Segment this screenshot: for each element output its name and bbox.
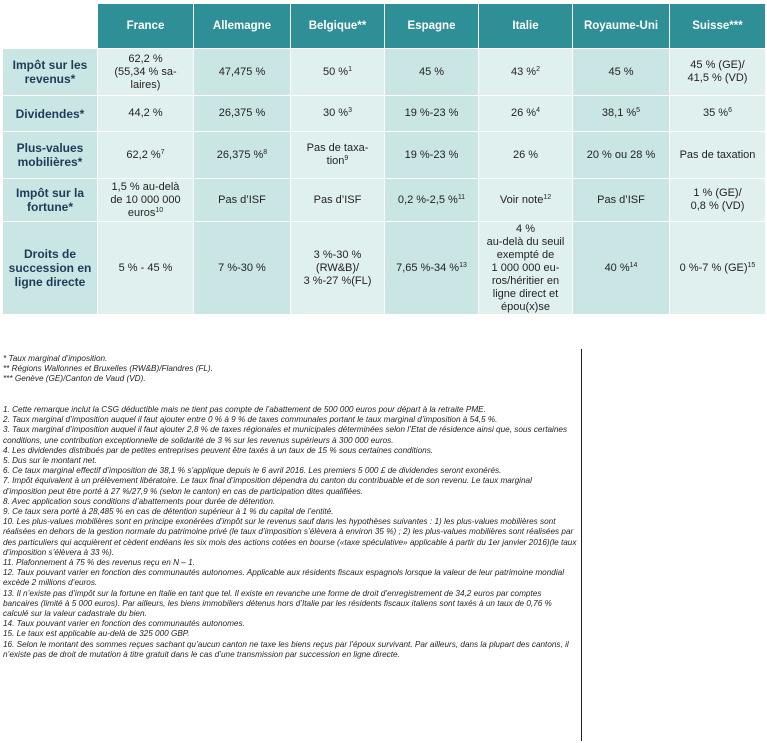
table-cell bbox=[479, 96, 573, 132]
cell-text: 5 % - 45 % bbox=[118, 261, 173, 274]
cell-text: laires) bbox=[130, 78, 161, 91]
footnote: 10. Les plus-values mobilières sont en principe exonérées d’impôt sur le revenus sauf dans les hypothèses suivantes : 1) les plus-values mobilières sont réalisées en dehors de la gestion normale du patrimoine privé (le taux d’imposition s’élèvera à environ 35 %) ; 2) les plus-values mobilières sont réalisées par des particuliers qui acquièrent et cèdent endéans les six mois des actions cotées en bourse («taxe spéculative» applicable à partir du 1er janvier 2016)(le taux d’imposition s’élèvera à 33 %). bbox=[3, 517, 577, 557]
cell-line bbox=[481, 149, 570, 162]
cell-line bbox=[196, 66, 288, 79]
tax-comparison-table bbox=[2, 3, 766, 315]
cell-line bbox=[672, 72, 763, 85]
table-cell bbox=[670, 96, 766, 132]
cell-text: épou(x)se bbox=[501, 300, 550, 313]
cell-line bbox=[672, 149, 763, 162]
row-label: Dividendes* bbox=[3, 96, 98, 132]
cell-text: Voir note bbox=[499, 193, 544, 206]
table-cell bbox=[479, 179, 573, 222]
table-cell bbox=[98, 132, 194, 179]
cell-line bbox=[293, 194, 382, 207]
footnote: 12. Taux pouvant varier en fonction des communautés autonomes. Applicable aux résidents fiscaux espagnols lorsque la valeur de leur patrimoine mondial excède 2 millions d’euros. bbox=[3, 568, 565, 588]
cell-line bbox=[481, 301, 570, 314]
footnote-ref: 8 bbox=[263, 148, 268, 156]
cell-line bbox=[481, 288, 570, 301]
cell-text: 3 %-27 %(FL) bbox=[303, 274, 372, 287]
table-cell bbox=[98, 49, 194, 96]
cell-line bbox=[481, 275, 570, 288]
cell-text: euros bbox=[127, 206, 156, 219]
legend-note: *** Genève (GE)/Canton de Vaud (VD). bbox=[3, 374, 146, 384]
footnote-ref: 6 bbox=[728, 107, 732, 114]
cell-line bbox=[481, 194, 570, 207]
table-cell bbox=[670, 179, 766, 222]
legend-note: * Taux marginal d’imposition. bbox=[3, 354, 108, 363]
table-cell bbox=[385, 132, 479, 179]
table-cell bbox=[98, 96, 194, 132]
cell-line bbox=[293, 155, 382, 168]
cell-text: 19 %-23 % bbox=[404, 148, 459, 161]
cell-line bbox=[481, 107, 570, 120]
footnote-ref: 10 bbox=[155, 206, 164, 214]
cell-text: 19 %-23 % bbox=[404, 107, 459, 119]
cell-text: 62,2 % bbox=[128, 52, 163, 65]
table-cell bbox=[194, 96, 291, 132]
vertical-divider bbox=[581, 349, 582, 741]
cell-line bbox=[672, 262, 763, 275]
cell-line bbox=[387, 149, 476, 162]
footnote: 4. Les dividendes distribués par de petites entreprises peuvent être taxés à un taux de 15 % sous certaines conditions. bbox=[3, 445, 434, 455]
cell-text: 43 % bbox=[511, 65, 537, 78]
table-cell bbox=[98, 222, 194, 315]
cell-text: 7 %-30 % bbox=[218, 261, 266, 274]
table-row bbox=[3, 222, 766, 315]
table-cell bbox=[291, 96, 385, 132]
cell-line bbox=[387, 66, 476, 79]
table-cell bbox=[98, 179, 194, 222]
cell-text: 4 % bbox=[516, 222, 535, 235]
table-cell bbox=[479, 49, 573, 96]
cell-text: au-delà du seuil bbox=[486, 235, 565, 248]
footnote-ref: 5 bbox=[636, 107, 641, 114]
cell-line bbox=[481, 236, 570, 249]
cell-line bbox=[100, 107, 191, 120]
cell-text: ros/héritier en bbox=[491, 274, 560, 287]
footnote: 16. Selon le montant des sommes reçues sachant qu’aucun canton ne taxe les biens reçus par l’époux survivant. Par ailleurs, dans la plupart des cantons, il n’existe pas de droit de mutation à titre gratuit dans le cas d’une transmission par succession en ligne directe. bbox=[3, 639, 569, 659]
footnote: 3. Taux marginal d’imposition auquel il faut ajouter 2,8 % de taxes régionales et municipales déterminées selon l’Etat de résidence ainsi que, sous certaines conditions, une contribution exceptionnelle de solidarité de 3 % sur les revenus supérieurs à 300 000 euros. bbox=[3, 425, 568, 445]
table-row bbox=[3, 96, 766, 132]
table-cell bbox=[291, 49, 385, 96]
cell-text: 45 % (GE)/ bbox=[690, 59, 745, 71]
table-cell bbox=[194, 132, 291, 179]
cell-line bbox=[100, 194, 191, 207]
table-cell bbox=[670, 222, 766, 315]
table-cell bbox=[194, 49, 291, 96]
cell-line bbox=[481, 223, 570, 236]
header-country: Suisse*** bbox=[670, 4, 766, 49]
cell-line bbox=[293, 262, 382, 275]
cell-line bbox=[293, 142, 382, 155]
header-country: Royaume-Uni bbox=[573, 4, 670, 49]
cell-line bbox=[100, 79, 191, 92]
cell-text: (RW&B)/ bbox=[315, 261, 360, 274]
cell-text: 50 % bbox=[323, 65, 349, 78]
cell-text: Pas d’ISF bbox=[313, 193, 362, 206]
table-cell bbox=[291, 132, 385, 179]
cell-line bbox=[387, 107, 476, 120]
cell-line bbox=[575, 262, 667, 275]
cell-line bbox=[672, 107, 763, 120]
legend-notes bbox=[3, 354, 577, 385]
table-cell bbox=[385, 49, 479, 96]
cell-line bbox=[100, 262, 191, 275]
cell-line bbox=[100, 53, 191, 66]
cell-line bbox=[196, 194, 288, 207]
cell-text: Pas de taxation bbox=[679, 148, 756, 161]
cell-text: ligne direct et bbox=[492, 287, 559, 300]
cell-text: 7,65 %-34 % bbox=[396, 261, 460, 274]
cell-line bbox=[672, 187, 763, 200]
cell-text: 26,375 % bbox=[216, 148, 264, 161]
footnote: 15. Le taux est applicable au-delà de 325 000 GBP. bbox=[3, 629, 190, 639]
cell-line bbox=[100, 207, 191, 220]
cell-line bbox=[293, 249, 382, 262]
header-country: Allemagne bbox=[194, 4, 291, 49]
table-cell bbox=[291, 222, 385, 315]
table-cell bbox=[385, 179, 479, 222]
footnote-ref: 3 bbox=[348, 107, 352, 114]
cell-text: 26,375 % bbox=[218, 107, 266, 119]
cell-line bbox=[575, 107, 667, 120]
cell-line bbox=[481, 262, 570, 275]
footnotes bbox=[3, 405, 577, 660]
cell-line bbox=[100, 149, 191, 162]
cell-line bbox=[387, 194, 476, 207]
cell-text: 1,5 % au-delà bbox=[111, 180, 180, 193]
footnote-ref: 12 bbox=[543, 193, 552, 201]
footnote-ref: 1 bbox=[348, 65, 352, 73]
cell-line bbox=[100, 66, 191, 79]
footnote-ref: 13 bbox=[459, 261, 467, 269]
table-cell bbox=[670, 49, 766, 96]
footnote-ref: 14 bbox=[629, 261, 638, 269]
cell-text: Pas de taxa- bbox=[306, 142, 369, 154]
footnote-ref: 9 bbox=[344, 155, 349, 162]
footnote: 6. Ce taux marginal effectif d’imposition de 38,1 % s’applique depuis le 6 avril 2016. Les premiers 5 000 £ de dividendes seront exonérés. bbox=[3, 466, 502, 476]
row-label: Droits de succession en ligne directe bbox=[3, 222, 98, 315]
cell-line bbox=[196, 149, 288, 162]
footnote-ref: 7 bbox=[160, 148, 165, 156]
table-cell bbox=[573, 179, 670, 222]
footnote: 5. Dus sur le montant net. bbox=[3, 456, 97, 466]
header-country: Italie bbox=[479, 4, 573, 49]
cell-text: 0 %-7 % (GE) bbox=[679, 261, 748, 274]
cell-line bbox=[100, 181, 191, 194]
table-row bbox=[3, 49, 766, 96]
cell-text: exempté de bbox=[496, 248, 555, 261]
cell-text: 26 % bbox=[511, 107, 537, 119]
cell-text: 38,1 % bbox=[601, 107, 637, 119]
cell-text: 45 % bbox=[418, 65, 445, 78]
cell-text: 20 % ou 28 % bbox=[586, 148, 656, 161]
footnote: 2. Taux marginal d’imposition auquel il faut ajouter entre 0 % à 9 % de taxes communales portant le taux marginal d’imposition à 54,5 %. bbox=[3, 415, 498, 425]
footnote-ref: 11 bbox=[457, 193, 466, 201]
header-country: France bbox=[98, 4, 194, 49]
header-country: Belgique** bbox=[291, 4, 385, 49]
cell-line bbox=[387, 262, 476, 275]
cell-text: 47,475 % bbox=[218, 65, 266, 78]
cell-text: 0,8 % (VD) bbox=[690, 200, 745, 212]
footnote: 9. Ce taux sera porté à 28,485 % en cas de détention supérieur à 1 % du capital de l’entité. bbox=[3, 507, 334, 517]
cell-line bbox=[293, 66, 382, 79]
table-cell bbox=[670, 132, 766, 179]
footnote: 1. Cette remarque inclut la CSG déductible mais ne tient pas compte de l’abattement de 500 000 euros pour départ à la retraite PME. bbox=[3, 405, 486, 414]
cell-text: tion bbox=[326, 155, 345, 167]
cell-line bbox=[575, 66, 667, 79]
table-cell bbox=[479, 222, 573, 315]
footnote-ref: 4 bbox=[536, 107, 540, 114]
table-cell bbox=[573, 132, 670, 179]
table-row bbox=[3, 132, 766, 179]
table-cell bbox=[479, 132, 573, 179]
cell-text: 26 % bbox=[512, 148, 539, 161]
footnote-ref: 15 bbox=[747, 261, 756, 269]
footnote: 13. Il n’existe pas d’impôt sur la fortune en Italie en tant que tel. Il existe en revanche une forme de droit d’enregistrement de 34,2 euros par comptes bancaires (limité à 5 000 euros). Par ailleurs, les biens immobiliers détenus hors d’Italie par les résidents fiscaux italiens sont taxés à un taux de 0,76 % calculé sur la valeur cadastrale du bien. bbox=[3, 588, 552, 619]
cell-text: 40 % bbox=[604, 261, 630, 274]
cell-line bbox=[481, 66, 570, 79]
header-corner bbox=[3, 4, 98, 49]
footnote: 14. Taux pouvant varier en fonction des communautés autonomes. bbox=[3, 619, 245, 629]
cell-line bbox=[481, 249, 570, 262]
cell-line bbox=[196, 107, 288, 120]
cell-text: 1 % (GE)/ bbox=[693, 187, 742, 199]
cell-text: 1 000 000 eu- bbox=[491, 261, 560, 274]
table-cell bbox=[385, 96, 479, 132]
cell-line bbox=[575, 149, 667, 162]
table-cell bbox=[291, 179, 385, 222]
cell-line bbox=[196, 262, 288, 275]
row-label: Impôt sur la fortune* bbox=[3, 179, 98, 222]
cell-text: 44,2 % bbox=[128, 107, 163, 119]
cell-line bbox=[672, 59, 763, 72]
cell-text: (55,34 % sa- bbox=[114, 65, 177, 78]
table-cell bbox=[194, 222, 291, 315]
cell-text: Pas d’ISF bbox=[597, 193, 645, 206]
table-cell bbox=[573, 96, 670, 132]
legend-note: ** Régions Wallonnes et Bruxelles (RW&B)/Flandres (FL). bbox=[3, 364, 213, 374]
cell-text: de 10 000 000 bbox=[110, 193, 181, 206]
header-row bbox=[3, 4, 766, 49]
cell-text: 3 %-30 % bbox=[313, 248, 362, 261]
cell-line bbox=[293, 275, 382, 288]
cell-text: 41,5 % (VD) bbox=[687, 72, 748, 84]
cell-text: 62,2 % bbox=[126, 148, 161, 161]
footnote-ref: 2 bbox=[536, 65, 540, 73]
row-label: Plus-values mobilières* bbox=[3, 132, 98, 179]
cell-text: 45 % bbox=[608, 65, 634, 78]
table-row bbox=[3, 179, 766, 222]
row-label: Impôt sur les revenus* bbox=[3, 49, 98, 96]
cell-text: 0,2 %-2,5 % bbox=[397, 193, 458, 206]
table-cell bbox=[573, 222, 670, 315]
table-cell bbox=[194, 179, 291, 222]
cell-text: Pas d’ISF bbox=[218, 193, 266, 206]
cell-line bbox=[575, 194, 667, 207]
cell-text: 35 % bbox=[703, 107, 729, 119]
cell-text: 30 % bbox=[323, 107, 349, 119]
header-country: Espagne bbox=[385, 4, 479, 49]
footnote: 8. Avec application sous conditions d’abattements pour durée de détention. bbox=[3, 496, 276, 506]
table-cell bbox=[573, 49, 670, 96]
table-cell bbox=[385, 222, 479, 315]
cell-line bbox=[672, 200, 763, 213]
footnote: 11. Plafonnement à 75 % des revenus reçu en N – 1. bbox=[3, 558, 195, 568]
cell-line bbox=[293, 107, 382, 120]
footnote: 7. Impôt équivalent à un prélèvement libératoire. Le taux final d’imposition dépendra du canton du contribuable et de son revenu. Le taux marginal d’imposition peut être porté à 27 %/27,9 % (selon le canton) en cas de participation dites qualifiées. bbox=[3, 476, 532, 496]
